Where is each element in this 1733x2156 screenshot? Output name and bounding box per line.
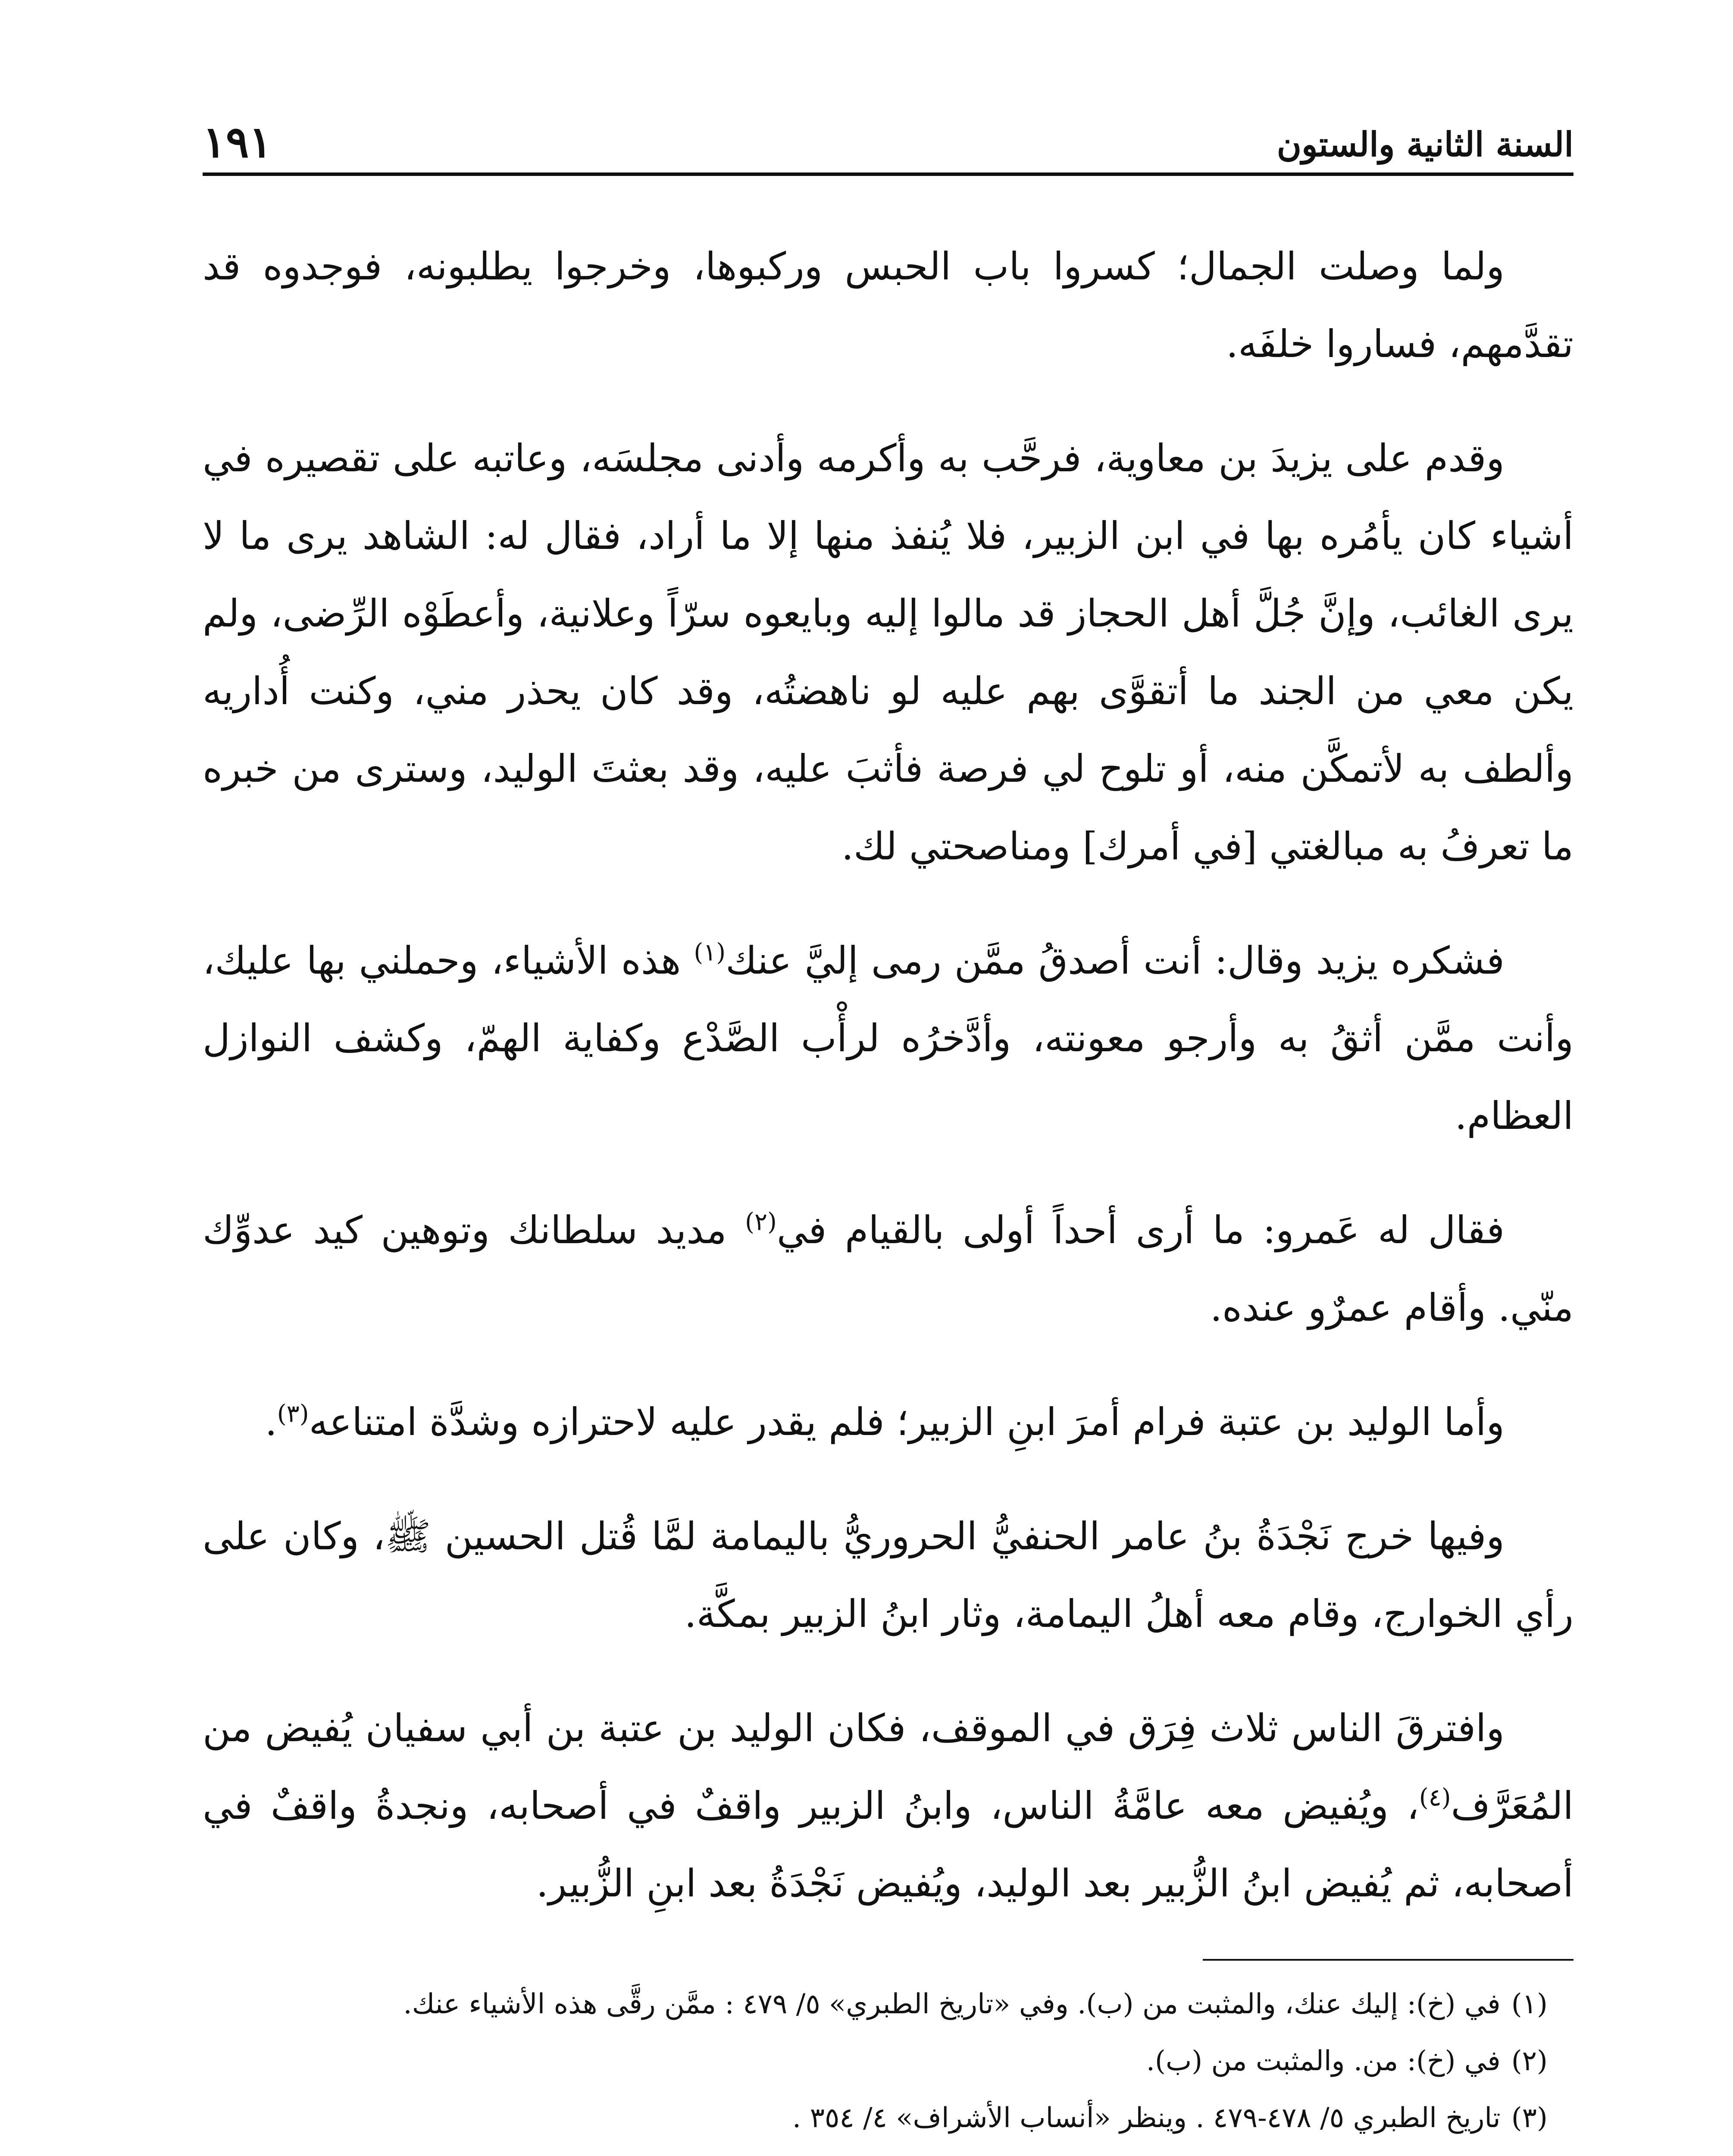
paragraph-text: ولما وصلت الجمال؛ كسروا باب الحبس وركبوها، وخرجوا يطلبونه، فوجدوه قد تقدَّمهم، فساروا خلفَه. (203, 244, 1573, 366)
footnote-text: في (خ): إليك عنك، والمثبت من (ب). وفي «تاريخ الطبري» ٥/ ٤٧٩ : ممَّن رقَّى هذه الأشياء عنك. (403, 1988, 1501, 2020)
footnote-text: في (خ): من. والمثبت من (ب). (1146, 2045, 1501, 2077)
footnote-number: (١) (1511, 1988, 1548, 2020)
paragraph-text: وفيها خرج نَجْدَةُ بنُ عامر الحنفيُّ الحروريُّ باليمامة لمَّا قُتل الحسين ﷺ، وكان على رأي الخوارج، وقام معه أهلُ اليمامة، وثار ابنُ الزبير بمكَّة. (203, 1514, 1573, 1636)
footnote-marker-4[interactable]: (٤) (1419, 1783, 1451, 1812)
footnote-1 (203, 1978, 1548, 2031)
paragraph-5 (203, 1383, 1573, 1461)
paragraph-text: ، ويُفيض معه عامَّةُ الناس، وابنُ الزبير واقفٌ في أصحابه، ونجدةُ واقفٌ في أصحابه، ثم يُفيض ابنُ الزُّبير بعد الوليد، ويُفيض نَجْدَةُ بعد ابنِ الزُّبير. (203, 1783, 1573, 1905)
paragraph-4 (203, 1191, 1573, 1347)
page-number: ١٩١ (203, 116, 272, 167)
paragraph-text: . (265, 1400, 277, 1444)
footnote-4 (203, 2149, 1548, 2156)
running-header (203, 108, 1573, 176)
book-page (203, 108, 1573, 2156)
footnote-3 (203, 2092, 1548, 2144)
main-text (203, 228, 1573, 1922)
paragraph-text: وأما الوليد بن عتبة فرام أمرَ ابنِ الزبير؛ فلم يقدر عليه لاحترازه وشدَّة امتناعه (309, 1400, 1505, 1444)
footnote-separator (1203, 1959, 1573, 1961)
footnote-marker-3[interactable]: (٣) (277, 1400, 309, 1428)
chapter-title: السنة الثانية والستون (1276, 125, 1573, 164)
footnote-number (1511, 2149, 1548, 2156)
paragraph-1 (203, 228, 1573, 383)
footnote-text: تاريخ الطبري ٥/ ٤٧٨-٤٧٩ . وينظر «أنساب الأشراف» ٤/ ٣٥٤ . (792, 2102, 1501, 2134)
footnote-marker-2[interactable]: (٢) (745, 1208, 777, 1236)
footnote-number: (٢) (1511, 2045, 1548, 2077)
paragraph-6 (203, 1498, 1573, 1653)
paragraph-3 (203, 922, 1573, 1155)
paragraph-text: مديد سلطانك وتوهين كيد عدوِّك منّي. وأقام عمرٌو عنده. (203, 1208, 1573, 1330)
footnote-number: (٣) (1511, 2102, 1548, 2134)
paragraph-7 (203, 1689, 1573, 1922)
paragraph-text: وقدم على يزيدَ بن معاوية، فرحَّب به وأكرمه وأدنى مجلسَه، وعاتبه على تقصيره في أشياء كان يأمُره بها في ابن الزبير، فلا يُنفذ منها إلا ما أراد، فقال له: الشاهد يرى ما لا يرى الغائب، وإنَّ جُلَّ أهل الحجاز قد مالوا إليه وبايعوه سرّاً وعلانية، وأعطَوْه الرِّضى، ولم يكن معي من الجند ما أتقوَّى بهم عليه لو ناهضتُه، وقد كان يحذر مني، وكنت أُداريه وألطف به لأتمكَّن منه، أو تلوح لي فرصة فأثبَ عليه، وقد بعثتَ الوليد، وسترى من خبره ما تعرفُ به مبالغتي [في أمرك] ومناصحتي لك. (203, 436, 1574, 868)
paragraph-text: وافترقَ الناس ثلاث فِرَق في الموقف، فكان الوليد بن عتبة بن أبي سفيان يُفيض من المُعَرَّف (203, 1706, 1573, 1828)
paragraph-text: فشكره يزيد وقال: أنت أصدقُ ممَّن رمى إليَّ عنك (726, 938, 1505, 983)
paragraph-text: فقال له عَمرو: ما أرى أحداً أولى بالقيام في (776, 1208, 1505, 1252)
paragraph-text: هذه الأشياء، وحملني بها عليك، وأنت ممَّن أثقُ به وأرجو معونته، وأدَّخرُه لرأْب الصَّدْع وكفاية الهمّ، وكشف النوازل العظام. (203, 938, 1573, 1138)
paragraph-2 (203, 420, 1573, 885)
footnotes (203, 1978, 1573, 2156)
footnote-marker-1[interactable]: (١) (694, 938, 726, 967)
footnote-2 (203, 2035, 1548, 2087)
